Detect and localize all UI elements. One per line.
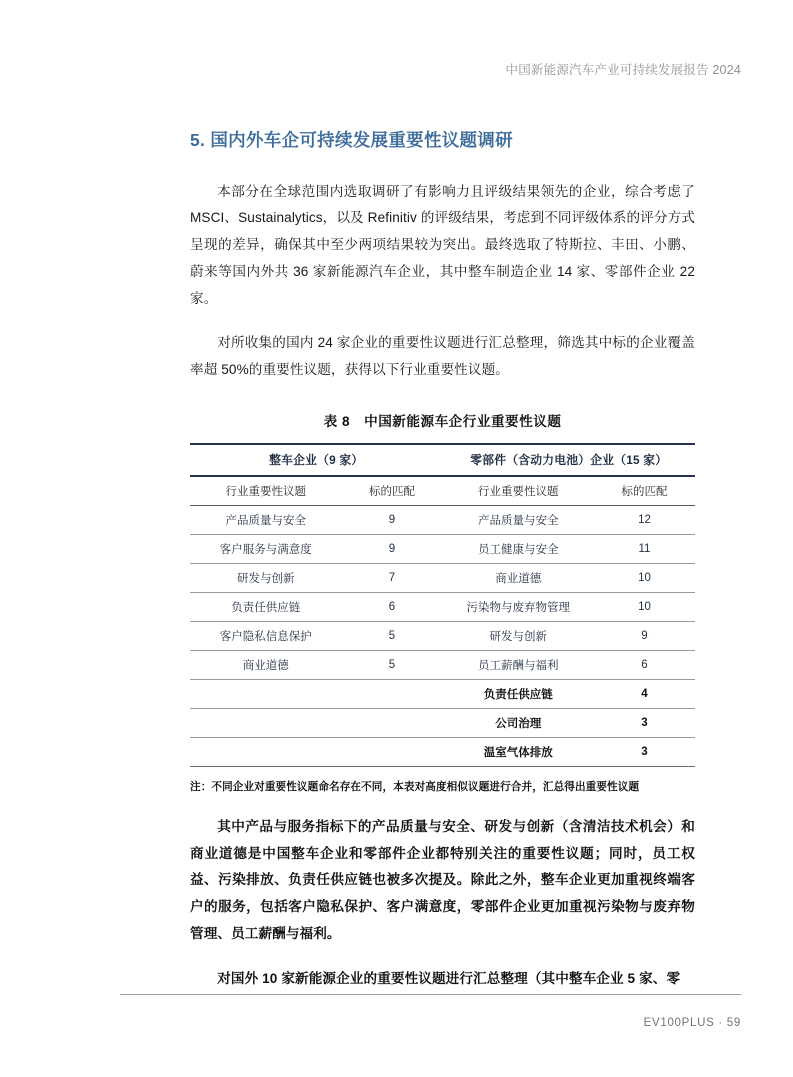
cell-left-match: 5 bbox=[342, 650, 443, 679]
table-group-header-row bbox=[190, 444, 695, 476]
subheader-left-match: 标的匹配 bbox=[342, 476, 443, 506]
table-caption: 表 8 中国新能源车企行业重要性议题 bbox=[323, 413, 562, 429]
page-content bbox=[120, 128, 695, 992]
cell-right-match: 3 bbox=[594, 737, 695, 766]
cell-left-issue: 客户隐私信息保护 bbox=[190, 621, 342, 650]
cell-right-match: 6 bbox=[594, 650, 695, 679]
subheader-left-issue: 行业重要性议题 bbox=[190, 476, 342, 506]
table-row bbox=[190, 621, 695, 650]
paragraph-1: 本部分在全球范围内选取调研了有影响力且评级结果领先的企业，综合考虑了 MSCI、Sustainalytics，以及 Refinitiv 的评级结果，考虑到不同评级体系的评分方式呈现的差异，确保其中至少两项结果较为突出。最终选取了特斯拉、丰田、小鹏、蔚来等国内外共 36 家新能源汽车企业，其中整车制造企业 14 家、零部件企业 22 家。 bbox=[190, 183, 695, 306]
cell-left-match: 5 bbox=[342, 621, 443, 650]
materiality-issues-table bbox=[190, 443, 695, 767]
cell-right-match: 4 bbox=[594, 679, 695, 708]
table-row bbox=[190, 737, 695, 766]
table-container bbox=[120, 410, 695, 767]
cell-left-issue: 产品质量与安全 bbox=[190, 505, 342, 534]
cell-right-issue: 员工薪酬与福利 bbox=[443, 650, 595, 679]
footer-page-label: EV100PLUS · 59 bbox=[643, 1017, 741, 1029]
table-row bbox=[190, 650, 695, 679]
table-body bbox=[190, 505, 695, 766]
table-row bbox=[190, 592, 695, 621]
table-note: 注：不同企业对重要性议题命名存在不同，本表对高度相似议题进行合并，汇总得出重要性议题 bbox=[190, 780, 640, 793]
cell-right-issue: 污染物与废弃物管理 bbox=[443, 592, 595, 621]
cell-left-issue bbox=[190, 679, 342, 708]
cell-left-issue bbox=[190, 737, 342, 766]
cell-right-issue: 员工健康与安全 bbox=[443, 534, 595, 563]
table-row bbox=[190, 679, 695, 708]
cell-right-issue: 负责任供应链 bbox=[443, 679, 595, 708]
paragraph-2: 对所收集的国内 24 家企业的重要性议题进行汇总整理，筛选其中标的企业覆盖率超 50%的重要性议题，获得以下行业重要性议题。 bbox=[190, 335, 695, 378]
group-header-oem: 整车企业（9 家） bbox=[190, 444, 443, 476]
group-header-supplier: 零部件（含动力电池）企业（15 家） bbox=[443, 444, 696, 476]
cell-left-issue: 客户服务与满意度 bbox=[190, 534, 342, 563]
cell-right-match: 10 bbox=[594, 592, 695, 621]
table-row bbox=[190, 534, 695, 563]
cell-left-issue bbox=[190, 708, 342, 737]
section-title: 5. 国内外车企可持续发展重要性议题调研 bbox=[190, 130, 513, 150]
cell-right-issue: 产品质量与安全 bbox=[443, 505, 595, 534]
table-row bbox=[190, 708, 695, 737]
cell-left-match: 9 bbox=[342, 505, 443, 534]
cell-right-issue: 研发与创新 bbox=[443, 621, 595, 650]
paragraph-4: 对国外 10 家新能源企业的重要性议题进行汇总整理（其中整车企业 5 家、零 bbox=[217, 970, 681, 986]
cell-left-issue: 商业道德 bbox=[190, 650, 342, 679]
cell-right-match: 3 bbox=[594, 708, 695, 737]
running-header: 中国新能源汽车产业可持续发展报告 2024 bbox=[505, 63, 741, 77]
cell-left-issue: 研发与创新 bbox=[190, 563, 342, 592]
cell-left-match: 6 bbox=[342, 592, 443, 621]
cell-right-issue: 温室气体排放 bbox=[443, 737, 595, 766]
cell-left-match: 7 bbox=[342, 563, 443, 592]
cell-left-match bbox=[342, 708, 443, 737]
table-row bbox=[190, 563, 695, 592]
cell-right-match: 12 bbox=[594, 505, 695, 534]
cell-right-match: 10 bbox=[594, 563, 695, 592]
cell-left-match bbox=[342, 679, 443, 708]
cell-right-issue: 商业道德 bbox=[443, 563, 595, 592]
cell-left-match: 9 bbox=[342, 534, 443, 563]
cell-right-match: 11 bbox=[594, 534, 695, 563]
table-sub-header-row bbox=[190, 476, 695, 506]
cell-left-match bbox=[342, 737, 443, 766]
footer-divider bbox=[120, 994, 741, 995]
paragraph-3: 其中产品与服务指标下的产品质量与安全、研发与创新（含清洁技术机会）和商业道德是中国整车企业和零部件企业都特别关注的重要性议题；同时，员工权益、污染排放、负责任供应链也被多次提及。除此之外，整车企业更加重视终端客户的服务，包括客户隐私保护、客户满意度，零部件企业更加重视污染物与废弃物管理、员工薪酬与福利。 bbox=[190, 818, 695, 941]
table-row bbox=[190, 505, 695, 534]
subheader-right-match: 标的匹配 bbox=[594, 476, 695, 506]
cell-left-issue: 负责任供应链 bbox=[190, 592, 342, 621]
cell-right-match: 9 bbox=[594, 621, 695, 650]
subheader-right-issue: 行业重要性议题 bbox=[443, 476, 595, 506]
cell-right-issue: 公司治理 bbox=[443, 708, 595, 737]
